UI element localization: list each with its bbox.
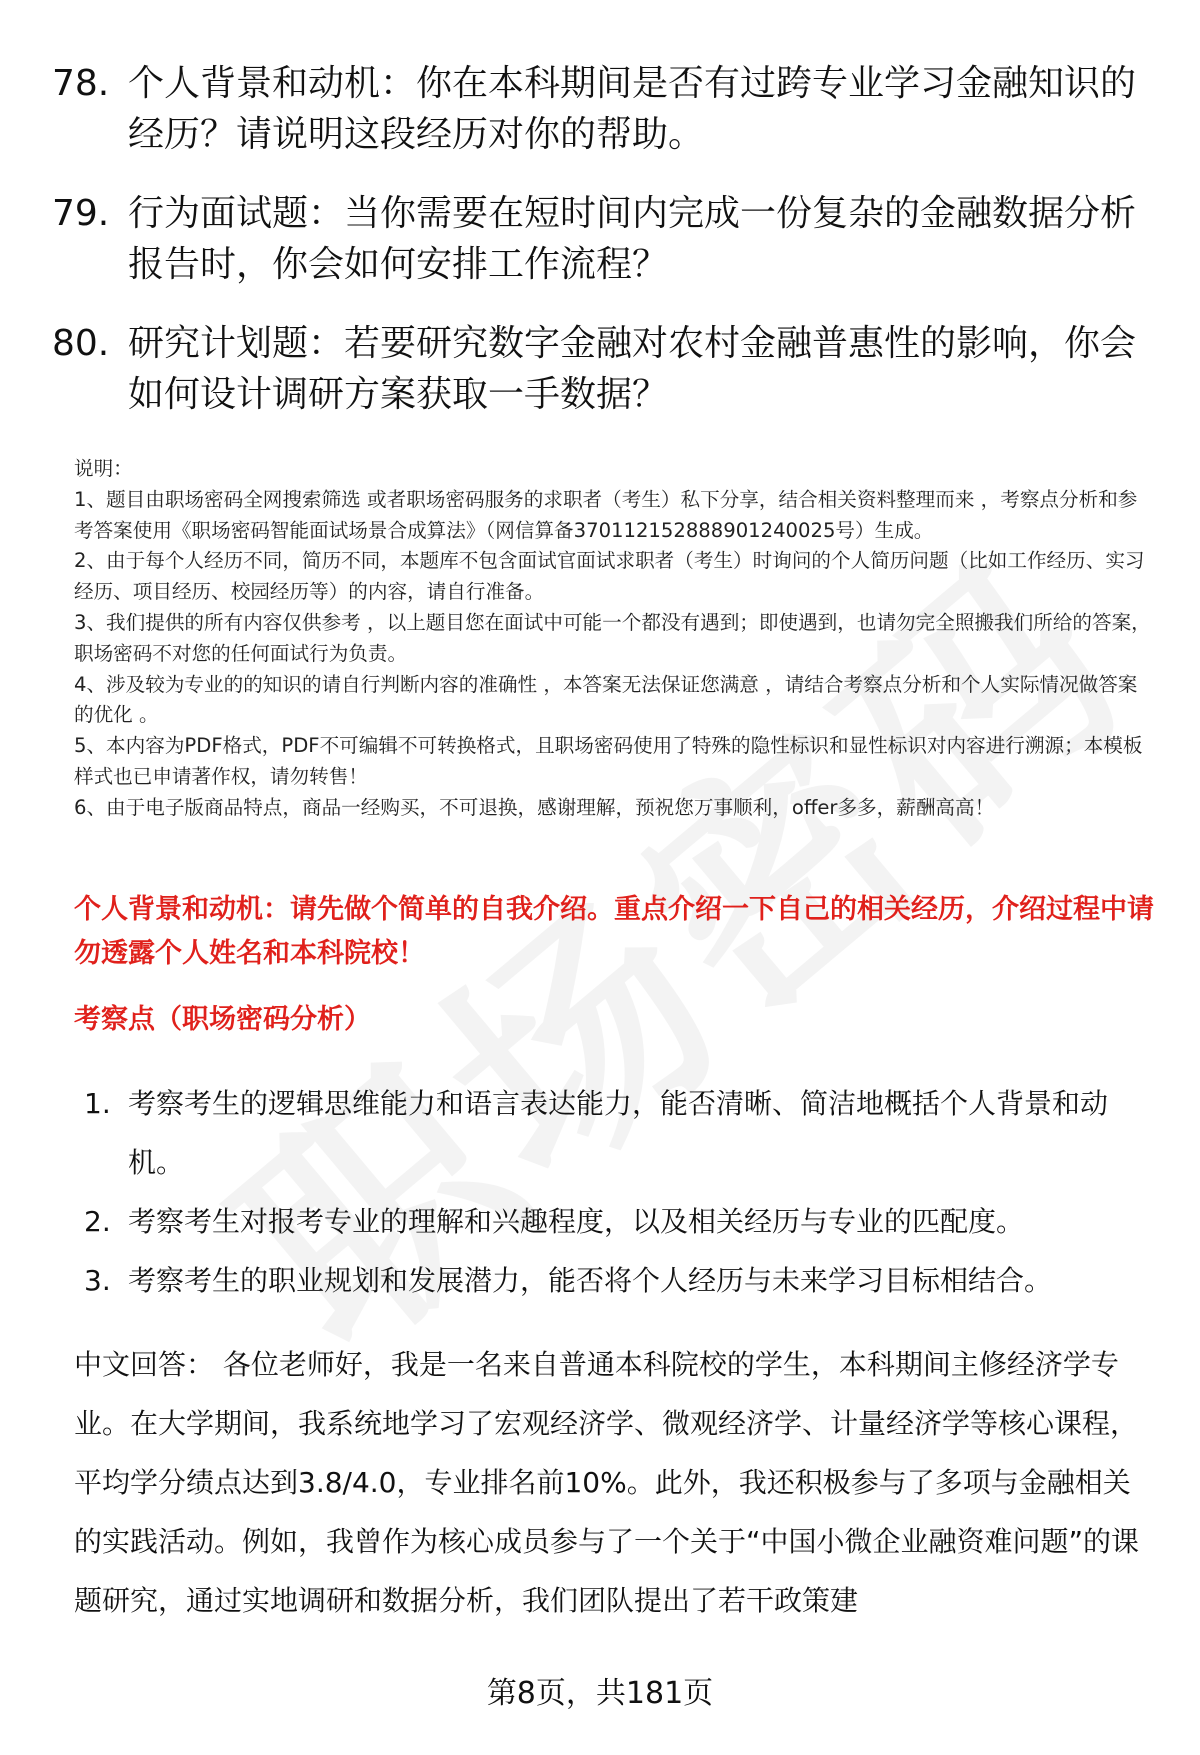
question-number: 79. xyxy=(52,193,110,234)
question-text: 个人背景和动机：你在本科期间是否有过跨专业学习金融知识的经历？请说明这段经历对你的帮助。 xyxy=(128,63,1137,155)
question-list xyxy=(52,58,1152,448)
question-item xyxy=(52,58,1152,160)
page-footer: 第8页，共181页 xyxy=(486,1676,714,1711)
section-question-title: 个人背景和动机：请先做个简单的自我介绍。重点介绍一下自己的相关经历，介绍过程中请勿透露个人姓名和本科院校！ xyxy=(74,894,1154,969)
notes-heading: 说明： xyxy=(74,457,133,480)
note-item: 3、我们提供的所有内容仅供参考 ，以上题目您在面试中可能一个都没有遇到；即使遇到，也请勿完全照搬我们所给的答案，职场密码不对您的任何面试行为负责。 xyxy=(74,610,1151,665)
answer-paragraph: 中文回答： 各位老师好，我是一名来自普通本科院校的学生，本科期间主修经济学专业。在大学期间，我系统地学习了宏观经济学、微观经济学、计量经济学等核心课程，平均学分绩点达到3.8/4.0，专业排名前10%。此外，我还积极参与了多项与金融相关的实践活动。例如，我曾作为核心成员参与了一个关于“中国小微企业融资难问题”的课题研究，通过实地调研和数据分析，我们团队提出了若干政策建 xyxy=(74,1348,1140,1617)
note-item: 5、本内容为PDF格式，PDF不可编辑不可转换格式，且职场密码使用了特殊的隐性标识和显性标识对内容进行溯源；本模板样式也已申请著作权，请勿转售！ xyxy=(74,734,1143,788)
note-item: 4、涉及较为专业的的知识的请自行判断内容的准确性 ，本答案无法保证您满意 ，请结合考察点分析和个人实际情况做答案的优化 。 xyxy=(74,672,1138,727)
notes-block xyxy=(74,454,1154,824)
note-item: 6、由于电子版商品特点，商品一经购买，不可退换，感谢理解，预祝您万事顺利，offer多多，薪酬高高！ xyxy=(74,795,995,819)
note-item: 2、由于每个人经历不同，简历不同，本题库不包含面试官面试求职者（考生）时询问的个人简历问题（比如工作经历、实习经历、项目经历、校园经历等）的内容，请自行准备。 xyxy=(74,549,1145,604)
question-text: 行为面试题：当你需要在短时间内完成一份复杂的金融数据分析报告时，你会如何安排工作流程？ xyxy=(128,193,1137,285)
point-number: 3. xyxy=(84,1264,111,1297)
point-text: 考察考生的逻辑思维能力和语言表达能力，能否清晰、简洁地概括个人背景和动机。 xyxy=(128,1087,1109,1179)
point-number: 2. xyxy=(84,1205,111,1238)
question-item xyxy=(52,318,1152,420)
analysis-point xyxy=(84,1251,1154,1310)
analysis-point xyxy=(84,1074,1154,1192)
analysis-points-list xyxy=(84,1074,1154,1310)
question-number: 78. xyxy=(52,63,110,104)
question-item xyxy=(52,188,1152,290)
analysis-subtitle: 考察点（职场密码分析） xyxy=(74,1004,371,1035)
analysis-point xyxy=(84,1192,1154,1251)
point-number: 1. xyxy=(84,1087,111,1120)
question-number: 80. xyxy=(52,323,110,364)
question-text: 研究计划题：若要研究数字金融对农村金融普惠性的影响，你会如何设计调研方案获取一手数据？ xyxy=(128,323,1137,415)
note-item: 1、题目由职场密码全网搜索筛选 或者职场密码服务的求职者（考生）私下分享，结合相关资料整理而来 ，考察点分析和参考答案使用《职场密码智能面试场景合成算法》（网信算备370112152888901240025号）生成。 xyxy=(74,487,1138,542)
point-text: 考察考生对报考专业的理解和兴趣程度，以及相关经历与专业的匹配度。 xyxy=(128,1205,1025,1238)
point-text: 考察考生的职业规划和发展潜力，能否将个人经历与未来学习目标相结合。 xyxy=(128,1264,1053,1297)
